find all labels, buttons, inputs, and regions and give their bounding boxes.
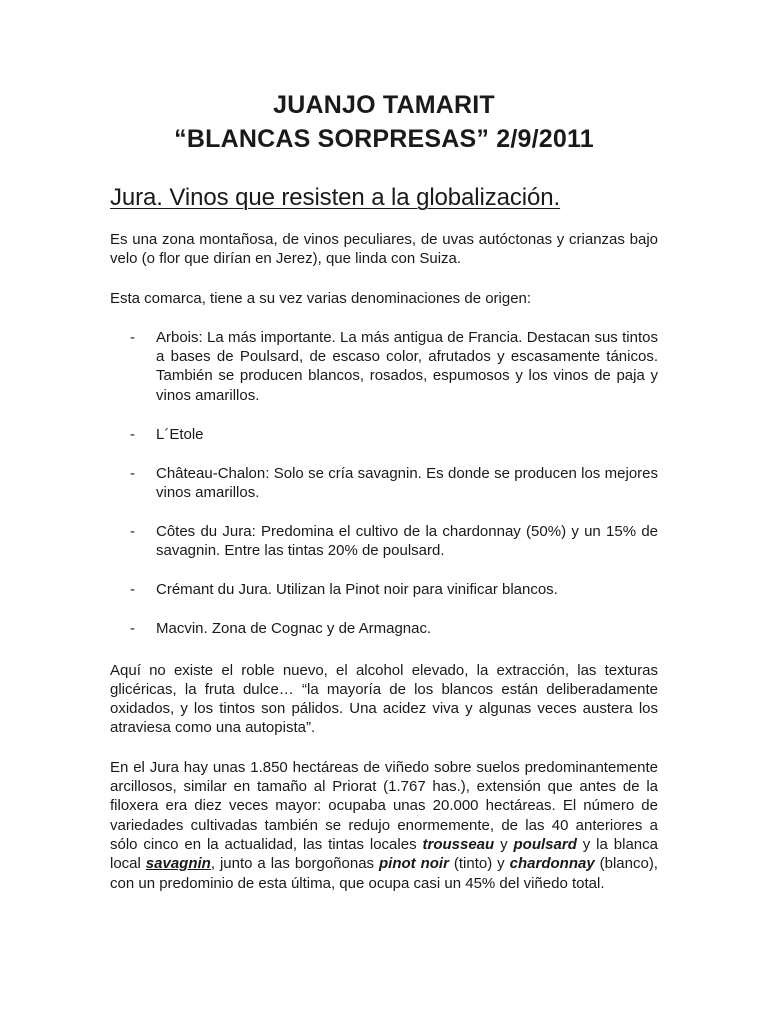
event-title-date: “BLANCAS SORPRESAS” 2/9/2011 (174, 125, 594, 153)
list-item (110, 464, 658, 503)
list-item-text: Château-Chalon: Solo se cría savagnin. Es donde se producen los mejores vinos amarillos. (156, 464, 658, 502)
denominations-list (110, 328, 658, 639)
document-page (110, 88, 658, 893)
list-dash: - (130, 620, 135, 638)
vineyard-text-1: En el Jura hay unas 1.850 hectáreas de viñedo sobre suelos predominantemente arcillosos, similar en tamaño al Priorat (1.767 has.), extensión que antes de la filoxera era diez veces mayor: ocupaba unas 20.000 hectáreas. El número de variedades cultivadas también se redujo enormemente, de las 40 anteriores a sólo cinco en la actualidad, las tintas locales (110, 758, 658, 853)
list-dash: - (130, 328, 135, 346)
list-item (110, 522, 658, 561)
grape-chardonnay: chardonnay (509, 855, 595, 873)
list-dash: - (130, 523, 135, 541)
vineyard-text-3: , junto a las borgoñonas (210, 855, 380, 873)
list-item (110, 619, 658, 638)
list-item (110, 580, 658, 599)
list-intro-paragraph: Esta comarca, tiene a su vez varias denominaciones de origen: (110, 289, 532, 307)
list-item-text: Arbois: La más importante. La más antigua de Francia. Destacan sus tintos a bases de Poulsard, de escaso color, afrutados y escasamente tánicos. También se producen blancos, rosados, espumosos y los vinos de paja y vinos amarillos. (156, 328, 658, 404)
list-item (110, 425, 658, 444)
list-item-text: L´Etole (156, 425, 204, 443)
vineyard-paragraph (110, 758, 658, 893)
list-dash: - (130, 425, 135, 443)
vineyard-text-4: (tinto) y (448, 855, 510, 873)
grape-trousseau: trousseau (422, 835, 495, 853)
list-dash: - (130, 581, 135, 599)
vineyard-text-5: (blanco), con un predominio de esta última, que ocupa casi un 45% del viñedo total. (110, 855, 658, 892)
style-paragraph: Aquí no existe el roble nuevo, el alcohol elevado, la extracción, las texturas glicéricas, la fruta dulce… “la mayoría de los blancos están deliberadamente oxidados, y los tintos son pálidos. Una acidez viva y algunas veces austera los atraviesa como una autopista”. (110, 661, 658, 737)
vineyard-text-2: y la blanca local (110, 835, 658, 873)
list-item (110, 328, 658, 405)
document-title (110, 88, 658, 156)
list-item-text: Crémant du Jura. Utilizan la Pinot noir para vinificar blancos. (156, 581, 558, 599)
grape-pinot-noir: pinot noir (379, 855, 449, 873)
author-name: JUANJO TAMARIT (273, 91, 495, 119)
section-heading: Jura. Vinos que resisten a la globalización. (110, 184, 561, 211)
intro-paragraph: Es una zona montañosa, de vinos peculiares, de uvas autóctonas y crianzas bajo velo (o flor que dirían en Jerez), que linda con Suiza. (110, 231, 658, 268)
list-item-text: Macvin. Zona de Cognac y de Armagnac. (156, 620, 432, 638)
list-dash: - (130, 464, 135, 482)
list-item-text: Côtes du Jura: Predomina el cultivo de la chardonnay (50%) y un 15% de savagnin. Entre las tintas 20% de poulsard. (156, 523, 658, 560)
grape-poulsard: poulsard (513, 835, 577, 853)
vineyard-text-and: y (494, 835, 514, 853)
grape-savagnin: savagnin (145, 855, 211, 873)
